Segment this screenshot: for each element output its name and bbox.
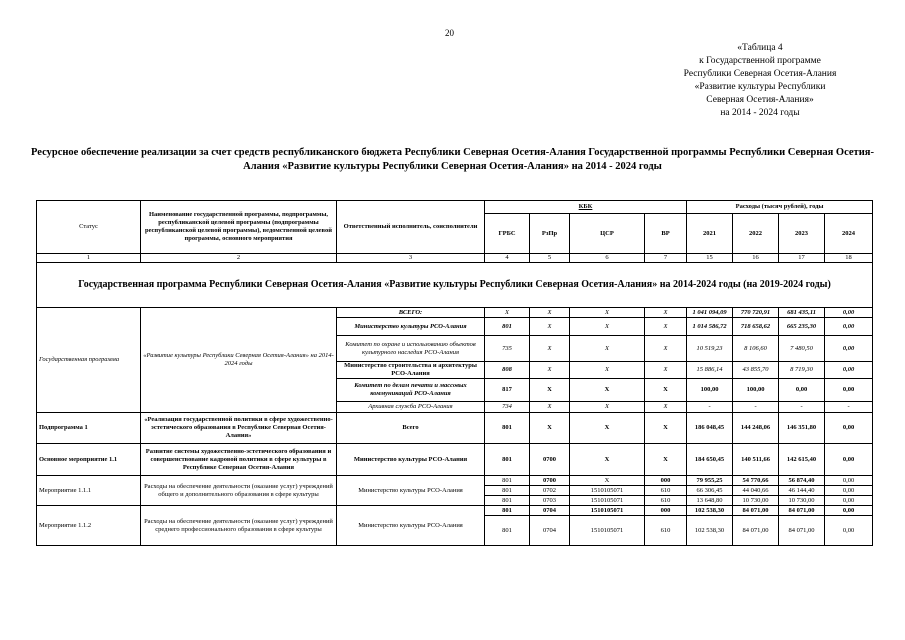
value-cell: 79 955,25 [687, 476, 733, 486]
value-cell: 15 886,14 [687, 362, 733, 379]
csr-cell: 1510105071 [570, 516, 645, 546]
value-cell: 1 014 586,72 [687, 318, 733, 336]
subprogram-name: «Реализация государственной политики в сфере художественно-эстетического образования в Республике Северная Осетия-Алания» [141, 413, 337, 444]
grbs-cell: 808 [485, 362, 530, 379]
value-cell: 140 511,66 [733, 444, 779, 476]
table-row [37, 506, 873, 516]
rzpr-cell: X [530, 308, 570, 318]
grbs-cell: 801 [485, 476, 530, 486]
value-cell: 100,00 [687, 379, 733, 402]
value-cell: 0,00 [825, 413, 873, 444]
header-row [37, 201, 873, 214]
col-number: 2 [141, 254, 337, 263]
value-cell: 54 770,66 [733, 476, 779, 486]
vr-cell: 610 [645, 516, 687, 546]
executor-cell: Комитет по делам печати и массовых коммуникаций РСО-Алания [337, 379, 485, 402]
value-cell: 0,00 [825, 308, 873, 318]
rzpr-cell: X [530, 402, 570, 413]
rzpr-cell: X [530, 379, 570, 402]
table-row [37, 476, 873, 486]
event-status: Мероприятие 1.1.1 [37, 476, 141, 506]
annex-line: «Таблица 4 [737, 43, 783, 53]
vr-cell: X [645, 444, 687, 476]
vr-cell: 000 [645, 506, 687, 516]
grbs-cell: 801 [485, 496, 530, 506]
grbs-cell: 801 [485, 516, 530, 546]
value-cell: 100,00 [733, 379, 779, 402]
value-cell: 146 351,80 [779, 413, 825, 444]
value-cell: 0,00 [825, 318, 873, 336]
annex-line: на 2014 - 2024 годы [720, 108, 800, 118]
vr-cell: X [645, 362, 687, 379]
value-cell: 102 538,30 [687, 516, 733, 546]
vr-cell: X [645, 402, 687, 413]
executor-cell: Министерство культуры РСО-Алания [337, 318, 485, 336]
rzpr-cell: 0704 [530, 516, 570, 546]
col-number: 16 [733, 254, 779, 263]
header-vr: ВР [645, 214, 687, 254]
grbs-cell: 801 [485, 444, 530, 476]
rzpr-cell: X [530, 413, 570, 444]
col-number: 5 [530, 254, 570, 263]
header-kbk: КБК [485, 201, 687, 214]
table-row [37, 413, 873, 444]
vr-cell: 000 [645, 476, 687, 486]
header-year: 2022 [733, 214, 779, 254]
value-cell: - [825, 402, 873, 413]
value-cell: 0,00 [825, 362, 873, 379]
col-number: 18 [825, 254, 873, 263]
col-number: 3 [337, 254, 485, 263]
csr-cell: 1510105071 [570, 496, 645, 506]
column-number-row [37, 254, 873, 263]
value-cell: 0,00 [825, 506, 873, 516]
value-cell: 44 040,66 [733, 486, 779, 496]
rzpr-cell: 0700 [530, 444, 570, 476]
value-cell: 102 538,30 [687, 506, 733, 516]
executor-cell: Комитет по охране и использованию объектов культурного наследия РСО-Алания [337, 336, 485, 362]
csr-cell: X [570, 476, 645, 486]
header-grbs: ГРБС [485, 214, 530, 254]
header-year: 2021 [687, 214, 733, 254]
value-cell: 0,00 [779, 379, 825, 402]
annex-line: Республики Северная Осетия-Алания [683, 69, 837, 79]
col-number: 1 [37, 254, 141, 263]
annex-line: Северная Осетия-Алания» [706, 95, 814, 105]
value-cell: 56 874,40 [779, 476, 825, 486]
value-cell: 0,00 [825, 516, 873, 546]
value-cell: 10 730,00 [733, 496, 779, 506]
vr-cell: X [645, 318, 687, 336]
csr-cell: 1510105071 [570, 506, 645, 516]
csr-cell: X [570, 308, 645, 318]
rzpr-cell: 0700 [530, 476, 570, 486]
value-cell: - [687, 402, 733, 413]
col-number: 15 [687, 254, 733, 263]
header-rzpr: РзПр [530, 214, 570, 254]
value-cell: 8 719,30 [779, 362, 825, 379]
rzpr-cell: 0703 [530, 496, 570, 506]
value-cell: 1 041 094,09 [687, 308, 733, 318]
executor-cell: Архивная служба РСО-Алания [337, 402, 485, 413]
value-cell: 84 071,00 [733, 506, 779, 516]
csr-cell: X [570, 318, 645, 336]
header-executor: Ответственный исполнитель, соисполнители [337, 201, 485, 254]
vr-cell: X [645, 379, 687, 402]
value-cell: 46 144,40 [779, 486, 825, 496]
annex-note [640, 42, 880, 120]
program-title: Государственная программа Республики Северная Осетия-Алания «Развитие культуры Республики Северная Осетия-Алания» на 2014-2024 годы (на 2019-2024 годы) [37, 263, 873, 308]
value-cell: 665 235,30 [779, 318, 825, 336]
vr-cell: X [645, 336, 687, 362]
col-number: 7 [645, 254, 687, 263]
value-cell: 184 650,45 [687, 444, 733, 476]
csr-cell: X [570, 402, 645, 413]
event-name: Расходы на обеспечение деятельности (оказание услуг) учреждений среднего профессионального образования в сфере культуры [141, 506, 337, 546]
value-cell: 10 730,00 [779, 496, 825, 506]
value-cell: 0,00 [825, 486, 873, 496]
csr-cell: X [570, 362, 645, 379]
value-cell: 0,00 [825, 496, 873, 506]
header-name: Наименование государственной программы, подпрограммы, республиканской целевой программы (подпрограммы республиканской целевой программы), ведомственной целевой программы, основного мероприятия [141, 201, 337, 254]
event-name: Расходы на обеспечение деятельности (оказание услуг) учреждений общего и дополнительного образования в сфере культуры [141, 476, 337, 506]
grbs-cell: 735 [485, 336, 530, 362]
header-csr: ЦСР [570, 214, 645, 254]
csr-cell: X [570, 379, 645, 402]
value-cell: 0,00 [825, 476, 873, 486]
value-cell: 681 435,11 [779, 308, 825, 318]
csr-cell: X [570, 444, 645, 476]
vr-cell: 610 [645, 486, 687, 496]
program-status: Государственная программа [37, 308, 141, 413]
rzpr-cell: X [530, 336, 570, 362]
value-cell: 0,00 [825, 379, 873, 402]
table-row [37, 308, 873, 318]
grbs-cell: 801 [485, 506, 530, 516]
value-cell: 718 658,62 [733, 318, 779, 336]
main-event-name: Развитие системы художественно-эстетического образования и совершенствование кадровой политики в сфере культуры в Республике Северная Осетия-Алания [141, 444, 337, 476]
header-status: Статус [37, 201, 141, 254]
rzpr-cell: X [530, 318, 570, 336]
header-year: 2024 [825, 214, 873, 254]
resource-table [36, 200, 873, 546]
value-cell: 66 306,45 [687, 486, 733, 496]
rzpr-cell: 0704 [530, 506, 570, 516]
header-year: 2023 [779, 214, 825, 254]
value-cell: - [779, 402, 825, 413]
grbs-cell: 734 [485, 402, 530, 413]
annex-line: к Государственной программе [699, 56, 821, 66]
value-cell: 8 106,60 [733, 336, 779, 362]
executor-cell: Министерство культуры РСО-Алания [337, 506, 485, 546]
col-number: 6 [570, 254, 645, 263]
document-title: Ресурсное обеспечение реализации за счет средств республиканского бюджета Республики Северная Осетия-Алания Государственной программы Республики Северная Осетия-Алания «Развитие культуры Республики Северная Осетия-Алания» на 2014 - 2024 годы [31, 147, 874, 172]
executor-cell: Министерство культуры РСО-Алания [337, 476, 485, 506]
rzpr-cell: 0702 [530, 486, 570, 496]
grbs-cell: 801 [485, 413, 530, 444]
col-number: 4 [485, 254, 530, 263]
value-cell: 84 071,00 [733, 516, 779, 546]
program-title-row [37, 263, 873, 308]
executor-cell: Министерство культуры РСО-Алания [337, 444, 485, 476]
value-cell: 0,00 [825, 444, 873, 476]
grbs-cell: 801 [485, 318, 530, 336]
csr-cell: X [570, 336, 645, 362]
value-cell: 7 480,50 [779, 336, 825, 362]
table-row [37, 444, 873, 476]
value-cell: 186 048,45 [687, 413, 733, 444]
csr-cell: 1510105071 [570, 486, 645, 496]
vr-cell: 610 [645, 496, 687, 506]
rzpr-cell: X [530, 362, 570, 379]
col-number: 17 [779, 254, 825, 263]
grbs-cell: X [485, 308, 530, 318]
vr-cell: X [645, 413, 687, 444]
executor-cell: Всего [337, 413, 485, 444]
grbs-cell: 817 [485, 379, 530, 402]
value-cell: 43 855,70 [733, 362, 779, 379]
value-cell: 142 615,40 [779, 444, 825, 476]
value-cell: 770 720,91 [733, 308, 779, 318]
subprogram-status: Подпрограмма 1 [37, 413, 141, 444]
executor-cell: Министерство строительства и архитектуры РСО-Алания [337, 362, 485, 379]
annex-line: «Развитие культуры Республики [694, 82, 826, 92]
csr-cell: X [570, 413, 645, 444]
value-cell: 84 071,00 [779, 516, 825, 546]
vr-cell: X [645, 308, 687, 318]
page-number: 20 [445, 28, 454, 38]
value-cell: 10 519,23 [687, 336, 733, 362]
program-name: «Развитие культуры Республики Северная Осетия-Алания» на 2014-2024 годы [141, 308, 337, 413]
main-event-status: Основное мероприятие 1.1 [37, 444, 141, 476]
grbs-cell: 801 [485, 486, 530, 496]
value-cell: 84 071,00 [779, 506, 825, 516]
value-cell: - [733, 402, 779, 413]
header-expenses: Расходы (тысяч рублей), годы [687, 201, 873, 214]
value-cell: 13 648,80 [687, 496, 733, 506]
value-cell: 144 248,06 [733, 413, 779, 444]
executor-cell: ВСЕГО: [337, 308, 485, 318]
value-cell: 0,00 [825, 336, 873, 362]
event-status: Мероприятие 1.1.2 [37, 506, 141, 546]
